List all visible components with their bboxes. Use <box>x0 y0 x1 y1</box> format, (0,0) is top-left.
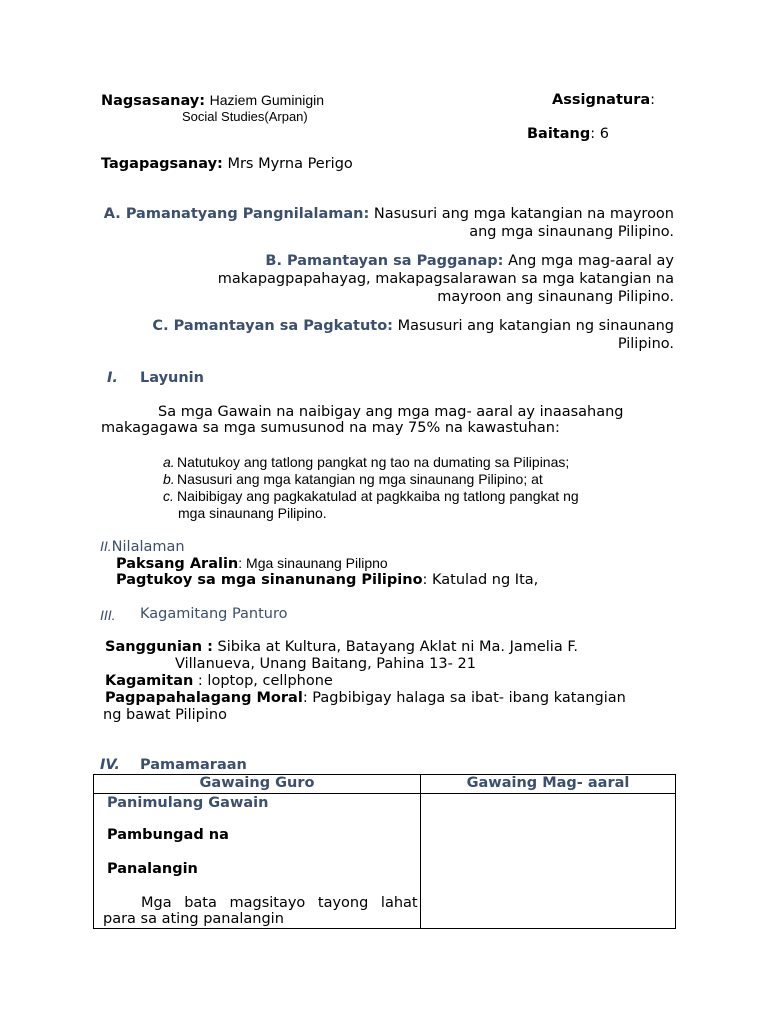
objective-item-cont: mga sinaunang Pilipino. <box>178 505 327 521</box>
objective-letter: b. <box>163 471 175 487</box>
supervisor-line <box>101 156 353 172</box>
topic-line <box>116 555 388 572</box>
teacher-instruction-2: para sa ating panalangin <box>103 911 284 927</box>
trainer-line <box>101 92 324 109</box>
standard-a <box>104 206 674 222</box>
objective-text: Naibibigay ang pagkakatulad at pagkkaiba ng tatlong pangkat ng <box>177 488 579 504</box>
opening-activity: Panimulang Gawain <box>107 795 269 811</box>
identification-label: Pagtukoy sa mga sinanunang Pilipino <box>116 572 423 588</box>
moral-cont: ng bawat Pilipino <box>103 707 227 723</box>
trainer-label: Nagsasanay: <box>101 93 206 109</box>
standard-c-text: Masusuri ang katangian ng sinaunang <box>397 318 674 334</box>
materials-line <box>105 673 333 689</box>
objective-text: Natutukoy ang tatlong pangkat ng tao na dumating sa Pilipinas; <box>177 454 570 470</box>
objective-letter: c. <box>163 488 174 504</box>
materials-label: Kagamitan <box>105 673 194 689</box>
section-ii-numeral: II. <box>100 538 112 554</box>
moral-value: : Pagbibigay halaga sa ibat- ibang katangian <box>302 690 626 706</box>
section-i-numeral: I. <box>107 370 118 386</box>
assignatura-line <box>552 92 655 108</box>
objective-item <box>163 454 569 470</box>
trainer-name: Haziem Guminigin <box>209 92 325 108</box>
moral-label: Pagpapahalagang Moral <box>105 690 303 706</box>
objective-text: Nasusuri ang mga katangian ng mga sinaunang Pilipino; at <box>177 471 543 487</box>
table-header-row <box>94 775 676 794</box>
objectives-intro-1: Sa mga Gawain na naibigay ang mga mag- aaral ay inaasahang <box>158 404 624 420</box>
supervisor-name: Mrs Myrna Perigo <box>227 156 353 172</box>
introduction-label: Pambungad na <box>107 827 229 843</box>
reference-line <box>105 639 578 655</box>
objectives-intro-2: makagagawa sa mga sumusunod na may 75% na kawastuhan: <box>101 420 560 436</box>
materials-value: : loptop, cellphone <box>197 673 333 689</box>
objective-letter: a. <box>163 454 175 470</box>
col-teacher-activity: Gawaing Guro <box>94 775 421 794</box>
standard-b-cont-2: mayroon ang sinaunang Pilipino. <box>437 289 674 305</box>
grade-line <box>527 126 609 142</box>
standard-a-text: Nasusuri ang mga katangian na mayroon <box>373 206 674 222</box>
procedure-table <box>93 774 676 929</box>
standard-c-label: C. Pamantayan sa Pagkatuto: <box>152 318 393 334</box>
objective-item <box>163 471 543 487</box>
section-ii-title: Nilalaman <box>111 539 185 555</box>
moral-line <box>105 690 626 706</box>
standard-b-label: B. Pamantayan sa Pagganap: <box>265 253 504 269</box>
standard-b-cont-1: makapagpapahayag, makapagsalarawan sa mga katangian na <box>217 271 674 287</box>
topic-value: : Mga sinaunang Pilipno <box>238 555 388 571</box>
section-iv-title: Pamamaraan <box>140 757 247 773</box>
standard-c <box>152 318 674 334</box>
standard-a-cont: ang mga sinaunang Pilipino. <box>469 224 674 240</box>
prayer-label: Panalangin <box>107 861 198 877</box>
objective-item <box>163 488 579 504</box>
table-row <box>94 794 676 929</box>
student-activity-cell <box>421 794 676 929</box>
reference-cont: Villanueva, Unang Baitang, Pahina 13- 21 <box>175 656 476 672</box>
teacher-activity-cell <box>94 794 421 929</box>
standard-a-label: A. Pamanatyang Pangnilalaman: <box>103 206 370 222</box>
reference-label: Sanggunian : <box>105 639 213 655</box>
teacher-instruction-1: Mga bata magsitayo tayong lahat <box>141 895 418 911</box>
section-ii-heading <box>100 538 185 555</box>
topic-label: Paksang Aralin <box>116 556 239 572</box>
assignatura-label: Assignatura <box>552 92 651 108</box>
section-i-title: Layunin <box>140 370 204 386</box>
identification-line <box>116 572 538 588</box>
supervisor-label: Tagapagsanay: <box>101 156 223 172</box>
col-student-activity: Gawaing Mag- aaral <box>421 775 676 794</box>
grade-label: Baitang <box>527 126 591 142</box>
standard-c-cont: Pilipino. <box>617 336 674 352</box>
section-iv-numeral: IV. <box>100 757 120 773</box>
section-iii-title: Kagamitang Panturo <box>140 606 288 622</box>
assignatura-colon: : <box>650 92 656 108</box>
grade-value: : 6 <box>590 126 609 142</box>
standard-b-text: Ang mga mag-aaral ay <box>508 253 674 269</box>
identification-value: : Katulad ng Ita, <box>422 572 539 588</box>
section-iii-numeral: III. <box>100 607 116 623</box>
standard-b <box>265 253 674 269</box>
reference-text: Sibika at Kultura, Batayang Aklat ni Ma. Jamelia F. <box>217 639 578 655</box>
subject-name: Social Studies(Arpan) <box>182 109 308 124</box>
